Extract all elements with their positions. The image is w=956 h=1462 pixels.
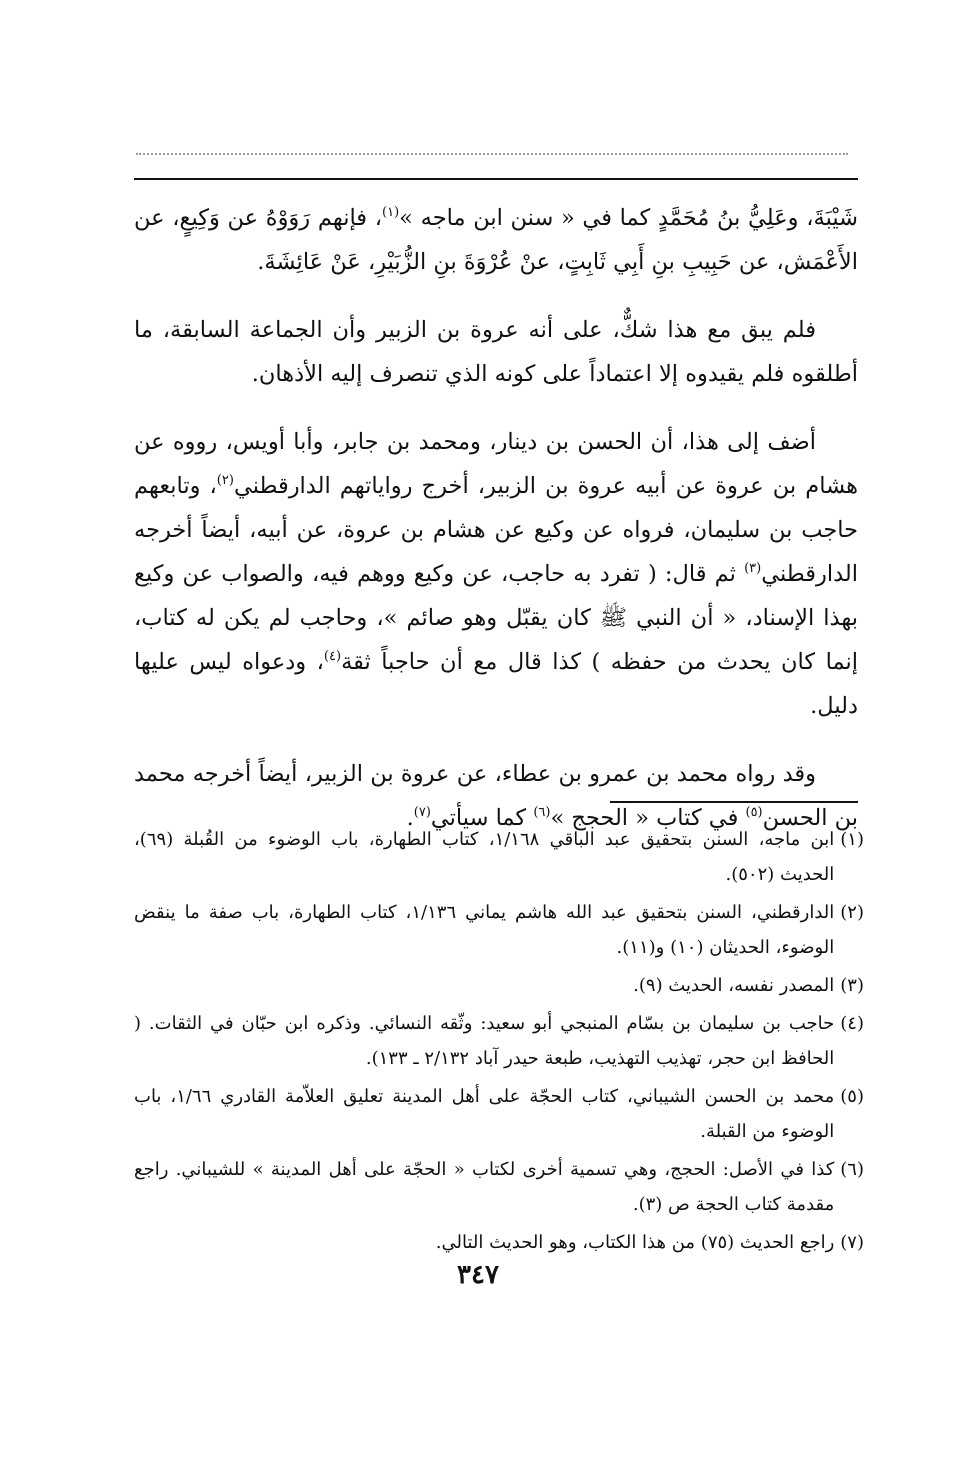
footnote-marker: (١)	[382, 205, 400, 220]
paragraph	[134, 420, 858, 728]
footnote-number: (١)	[840, 829, 864, 850]
paragraph	[134, 196, 858, 284]
footnote-number: (٤)	[840, 1013, 864, 1034]
footnote-text: راجع الحديث (٧٥) من هذا الكتاب، وهو الحديث التالي.	[435, 1232, 835, 1253]
footnote-item	[134, 1152, 864, 1222]
footnote-item	[134, 1079, 864, 1149]
footnote-text: الدارقطني، السنن بتحقيق عبد الله هاشم يماني ١/١٣٦، كتاب الطهارة، باب صفة ما ينقض الوضوء، الحديثان (١٠) و(١١).	[134, 902, 835, 958]
footnote-number: (٥)	[840, 1086, 864, 1107]
paragraph-text: فلم يبق مع هذا شكٌّ، على أنه عروة بن الزبير وأن الجماعة السابقة، ما أطلقوه فلم يقيدوه إلا اعتماداً على كونه الذي تنصرف إليه الأذهان.	[134, 317, 858, 387]
paragraph-text: شَيْبَةَ، وعَلِيُّ بنُ مُحَمَّدٍ كما في « سنن ابن ماجه »	[399, 205, 858, 231]
footnote-number: (٦)	[840, 1159, 864, 1180]
header-dotted-rule	[136, 153, 848, 155]
footnote-item	[134, 1006, 864, 1076]
paragraph-text: أضف إلى هذا، أن الحسن بن دينار، ومحمد بن جابر، وأبا أويس، رووه عن هشام بن عروة عن أبيه عروة بن الزبير، أخرج رواياتهم الدارقطني	[134, 429, 859, 499]
footnote-number: (٢)	[840, 902, 864, 923]
paragraph-text: كما سيأتي	[430, 805, 534, 831]
header-rule	[134, 178, 858, 180]
footnote-text: المصدر نفسه، الحديث (٩).	[633, 975, 835, 996]
footnote-item	[134, 895, 864, 965]
footnote-marker: (٣)	[744, 561, 762, 576]
footnote-text: حاجب بن سليمان بن بسّام المنبجي أبو سعيد: وثّقه النسائي. وذكره ابن حبّان في الثقات. ( الحافظ ابن حجر، تهذيب التهذيب، طبعة حيدر آباد ٢/١٣٢ ـ ١٣٣).	[134, 1013, 835, 1069]
footnote-marker: (٥)	[745, 805, 763, 820]
main-text	[134, 196, 858, 864]
footnote-marker: (٧)	[413, 805, 431, 820]
footnote-number: (٣)	[840, 975, 864, 996]
footnote-text: محمد بن الحسن الشيباني، كتاب الحجّة على أهل المدينة تعليق العلاّمة القادري ١/٦٦، باب الوضوء من القبلة.	[134, 1086, 835, 1142]
paragraph-text: .	[406, 805, 414, 831]
paragraph-text: ، فإنهم رَوَوْهُ عن وَكِيعٍ، عن الأَعْمَش، عن حَبِيبِ بنِ أَبِي ثَابِتٍ، عنْ عُرْوَةَ بنِ الزُّبَيْرِ، عَنْ عَائِشَةَ.	[134, 205, 858, 275]
footnote-text: كذا في الأصل: الحجج، وهي تسمية أخرى لكتاب « الحجّة على أهل المدينة » للشيباني. راجع مقدمة كتاب الحجة ص (٣).	[134, 1159, 835, 1215]
footnote-separator	[610, 801, 858, 803]
footnote-item	[134, 1225, 864, 1260]
footnote-number: (٧)	[840, 1232, 864, 1253]
paragraph-text: وقد رواه محمد بن عمرو بن عطاء، عن عروة بن الزبير، أيضاً أخرجه محمد بن الحسن	[134, 761, 858, 831]
footnote-item	[134, 822, 864, 892]
paragraph	[134, 308, 858, 396]
paragraph-text: في كتاب « الحجج »	[550, 805, 746, 831]
paragraph-text: ثم قال: ( تفرد به حاجب، عن وكيع ووهم فيه، والصواب عن وكيع بهذا الإسناد، « أن النبي ﷺ كان يقبّل وهو صائم »، وحاجب لم يكن له كتاب، إنما كان يحدث من حفظه ) كذا قال مع أن حاجباً ثقة	[134, 561, 858, 675]
footnotes	[134, 822, 864, 1263]
page-number: ٣٤٧	[457, 1260, 499, 1290]
footnote-marker: (٦)	[533, 805, 551, 820]
footnote-item	[134, 968, 864, 1003]
footnote-marker: (٤)	[323, 649, 342, 664]
footnote-text: ابن ماجه، السنن بتحقيق عبد الباقي ١/١٦٨، كتاب الطهارة، باب الوضوء من القُبلة (٦٩)، الحديث (٥٠٢).	[134, 829, 835, 885]
paragraph-text: ، وتابعهم حاجب بن سليمان، فرواه عن وكيع عن هشام بن عروة، عن أبيه، أيضاً أخرجه الدارقطني	[134, 473, 858, 587]
footnote-marker: (٢)	[216, 473, 234, 488]
paragraph-text: ، ودعواه ليس عليها دليل.	[134, 649, 858, 719]
